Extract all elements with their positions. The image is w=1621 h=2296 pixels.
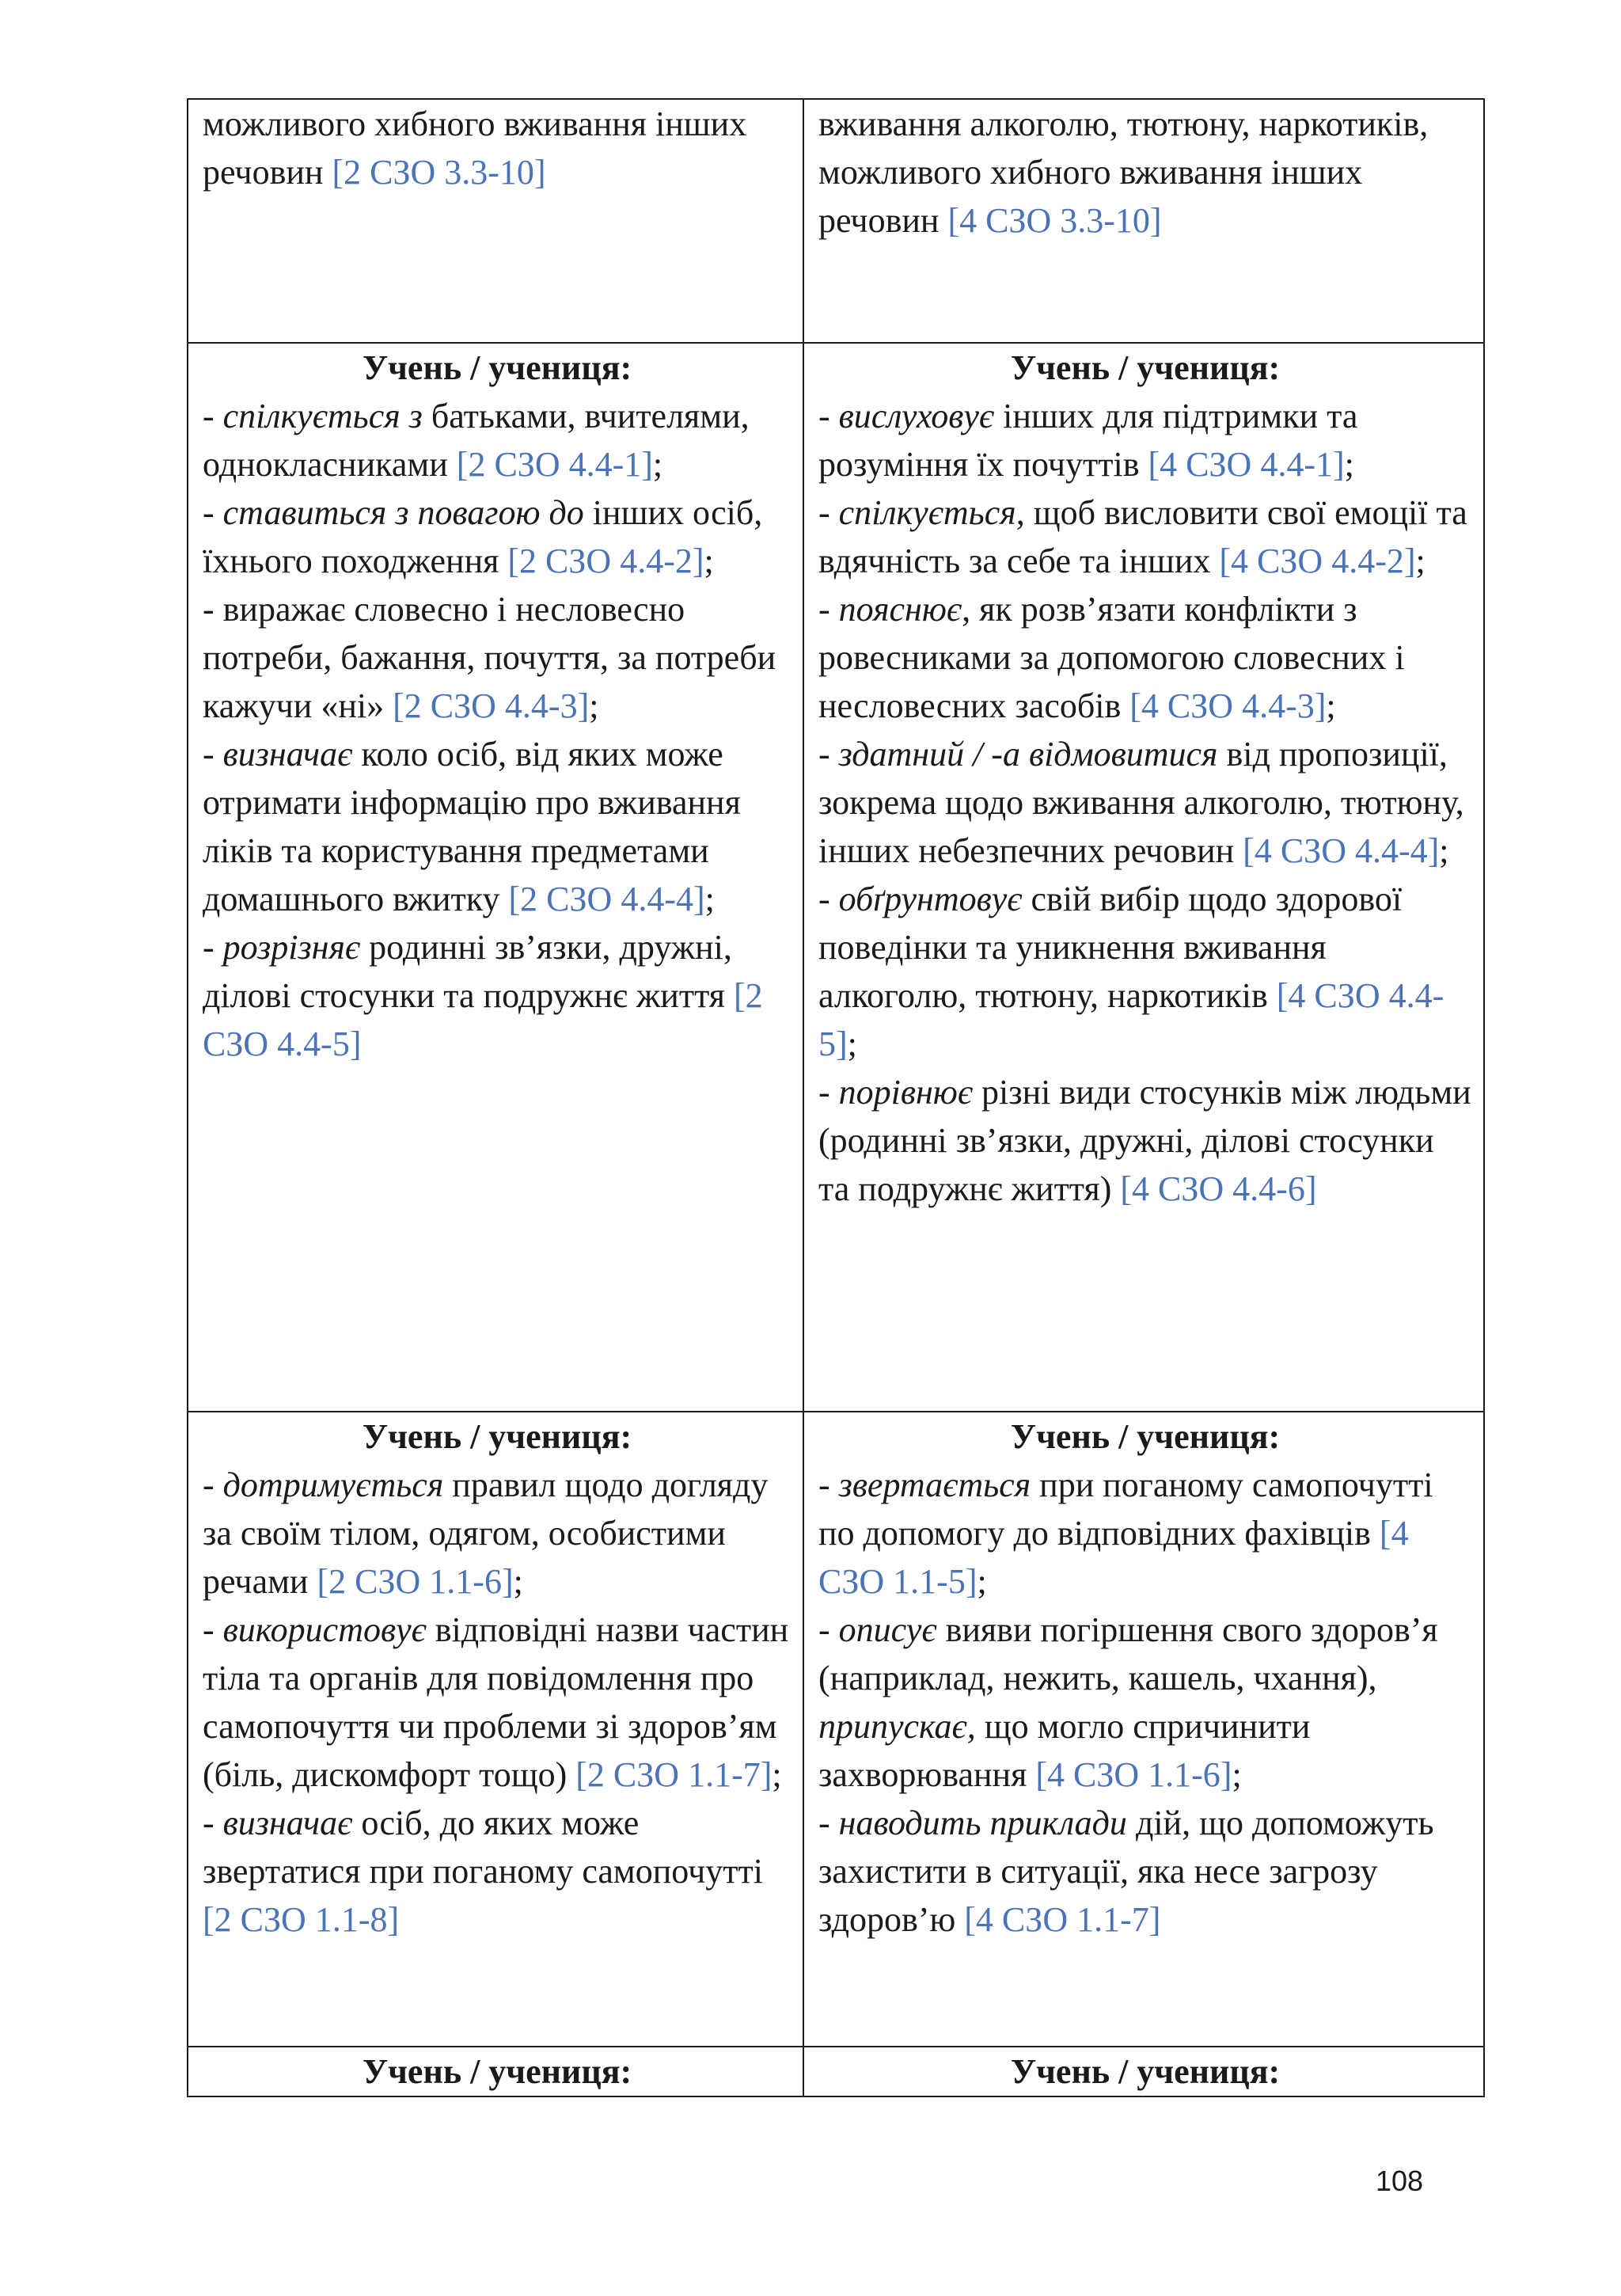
item-text: - [818, 1465, 839, 1504]
item-text: інших для підтримки та розуміння їх почуттів [818, 397, 1358, 484]
item-text: ; [1439, 831, 1449, 870]
action-verb: дотримується [222, 1465, 444, 1504]
outcome-item [818, 1068, 1472, 1213]
item-text: можливого хибного вживання [203, 105, 656, 143]
reference-code: [4 СЗО 1.1-5] [818, 1514, 1409, 1601]
outcome-item [203, 1461, 792, 1606]
item-text: ; [589, 686, 599, 725]
left-cell [188, 99, 803, 343]
outcome-item [818, 1799, 1472, 1944]
reference-code: [2 СЗО 1.1-6] [317, 1562, 514, 1601]
item-text: дій, що допоможуть захистити в ситуації, яка несе загрозу здоров’ю [818, 1804, 1434, 1939]
action-verb: обґрунтовує [838, 880, 1023, 918]
reference-code: [2 СЗО 4.4-1] [456, 445, 653, 484]
action-verb: спілкується [838, 493, 1016, 532]
reference-code: [4 СЗО 3.3-10] [947, 201, 1162, 240]
item-text: - виражає словесно і несловесно потреби, бажання, почуття, за потреби кажучи «ні» [203, 590, 776, 725]
item-text: відповідні назви частин тіла та органів для повідомлення про самопочуття чи проблеми зі здоров’ям (біль, дискомфорт тощо) [203, 1610, 789, 1794]
outcome-item [203, 1799, 792, 1944]
left-cell [188, 2047, 803, 2096]
cell-header: Учень / учениця: [1010, 2052, 1281, 2091]
item-text: інших речовин [203, 105, 747, 192]
reference-code: [2 СЗО 3.3-10] [332, 153, 546, 192]
item-text: ; [652, 445, 663, 484]
cell-header: Учень / учениця: [362, 1417, 632, 1456]
right-cell [803, 1412, 1484, 2047]
item-text: - [203, 735, 223, 774]
page-number: 108 [1376, 2165, 1424, 2197]
item-text: батьками, вчителями, однокласниками [203, 397, 750, 484]
item-text: ; [977, 1562, 987, 1601]
left-cell [188, 1412, 803, 2047]
outcome-item [203, 392, 792, 488]
action-verb: визначає [222, 1804, 353, 1842]
reference-code: [4 СЗО 4.4-3] [1129, 686, 1327, 725]
item-text: вживання алкоголю, тютюну, наркотиків, можливого хибного вживання інших речовин [818, 105, 1429, 240]
item-text: - [818, 590, 839, 629]
item-text: ; [1232, 1755, 1242, 1794]
item-text: - [818, 735, 839, 774]
item-text: ; [772, 1755, 782, 1794]
action-verb: звертається [838, 1465, 1031, 1504]
item-text: інших осіб, їхнього походження [203, 493, 763, 580]
action-verb: використовує [222, 1610, 427, 1649]
item-text: ; [704, 542, 714, 580]
reference-code: [4 СЗО 4.4-6] [1120, 1169, 1317, 1208]
item-text: - [203, 1804, 223, 1842]
right-cell [803, 343, 1484, 1412]
right-cell [803, 2047, 1484, 2096]
action-verb: розрізняє [222, 928, 361, 967]
table-row [188, 1412, 1484, 2047]
item-text: - [818, 1073, 839, 1112]
action-verb: припускає, [818, 1707, 976, 1746]
cell-header: Учень / учениця: [1010, 1417, 1281, 1456]
reference-code: [2 СЗО 1.1-7] [575, 1755, 773, 1794]
item-text: ; [704, 880, 715, 918]
item-text: - [203, 397, 223, 435]
reference-code: [4 СЗО 4.4-4] [1243, 831, 1440, 870]
cell-header: Учень / учениця: [362, 348, 632, 387]
outcome-item [818, 100, 1472, 245]
item-text: , щоб висловити свої емоції та вдячність за себе та інших [818, 493, 1467, 580]
outcome-item [818, 488, 1472, 585]
action-verb: здатний / -а відмовитися [838, 735, 1218, 774]
reference-code: [2 СЗО 4.4-4] [508, 880, 705, 918]
action-verb: наводить приклади [838, 1804, 1127, 1842]
item-text: , як розв’язати конфлікти з ровесниками за допомогою словесних і несловесних засобів [818, 590, 1405, 725]
outcome-item [203, 730, 792, 923]
outcome-item [203, 100, 792, 196]
outcome-item [818, 875, 1472, 1068]
action-verb: спілкується з [222, 397, 423, 435]
reference-code: [4 СЗО 4.4-2] [1219, 542, 1416, 580]
reference-code: [4 СЗО 1.1-6] [1035, 1755, 1232, 1794]
item-text: правил щодо догляду за своїм тілом, одягом, особистими речами [203, 1465, 769, 1601]
item-text: - [818, 493, 839, 532]
table-row [188, 99, 1484, 343]
outcome-item [818, 392, 1472, 488]
action-verb: ставиться з повагою до [222, 493, 584, 532]
table-row [188, 343, 1484, 1412]
reference-code: [2 СЗО 4.4-5] [203, 976, 763, 1063]
reference-code: [4 СЗО 4.4-5] [818, 976, 1444, 1063]
outcome-item [203, 1606, 792, 1799]
item-text: - [818, 397, 839, 435]
outcome-item [818, 1606, 1472, 1799]
table-row [188, 2047, 1484, 2096]
action-verb: описує [838, 1610, 937, 1649]
action-verb: пояснює [838, 590, 962, 629]
item-text: коло осіб, від яких може отримати інформацію про вживання ліків та користування предметами домашнього вжитку [203, 735, 741, 918]
item-text: - [203, 1610, 223, 1649]
action-verb: вислуховує [838, 397, 995, 435]
item-text: різні види стосунків між людьми (родинні зв’язки, дружні, ділові стосунки та подружнє життя) [818, 1073, 1471, 1208]
outcome-item [818, 1461, 1472, 1606]
reference-code: [2 СЗО 1.1-8] [203, 1900, 400, 1939]
outcome-item [203, 488, 792, 585]
left-cell [188, 343, 803, 1412]
item-text: - [203, 1465, 223, 1504]
item-text: - [818, 1610, 839, 1649]
item-text: - [818, 880, 839, 918]
item-text: - [203, 493, 223, 532]
item-text: родинні зв’язки, дружні, ділові стосунки та подружнє життя [203, 928, 734, 1015]
item-text: ; [1344, 445, 1354, 484]
item-text: осіб, до яких може звертатися при поганому самопочутті [203, 1804, 763, 1891]
reference-code: [4 СЗО 4.4-1] [1148, 445, 1345, 484]
item-text: при поганому самопочутті по допомогу до відповідних фахівців [818, 1465, 1433, 1553]
item-text: вияви погіршення свого здоров’я (наприклад, нежить, кашель, чхання), [818, 1610, 1438, 1697]
item-text: ; [1415, 542, 1425, 580]
item-text: що могло спричинити захворювання [818, 1707, 1311, 1794]
item-text: ; [513, 1562, 523, 1601]
outcome-item [818, 585, 1472, 730]
reference-code: [2 СЗО 4.4-3] [393, 686, 590, 725]
reference-code: [4 СЗО 1.1-7] [964, 1900, 1161, 1939]
action-verb: визначає [222, 735, 353, 774]
item-text: - [203, 928, 223, 967]
item-text: свій вибір щодо здорової поведінки та уникнення вживання алкоголю, тютюну, наркотиків [818, 880, 1403, 1015]
reference-code: [2 СЗО 4.4-2] [507, 542, 704, 580]
item-text: - [818, 1804, 839, 1842]
outcome-item [203, 923, 792, 1068]
right-cell [803, 99, 1484, 343]
outcome-item [203, 585, 792, 730]
outcome-item [818, 730, 1472, 875]
item-text: ; [847, 1024, 857, 1063]
cell-header: Учень / учениця: [1010, 348, 1281, 387]
cell-header: Учень / учениця: [362, 2052, 632, 2091]
item-text: ; [1326, 686, 1336, 725]
outcomes-table [187, 98, 1485, 2097]
action-verb: порівнює [838, 1073, 974, 1112]
item-text: від пропозиції, зокрема щодо вживання алкоголю, тютюну, інших небезпечних речовин [818, 735, 1464, 870]
